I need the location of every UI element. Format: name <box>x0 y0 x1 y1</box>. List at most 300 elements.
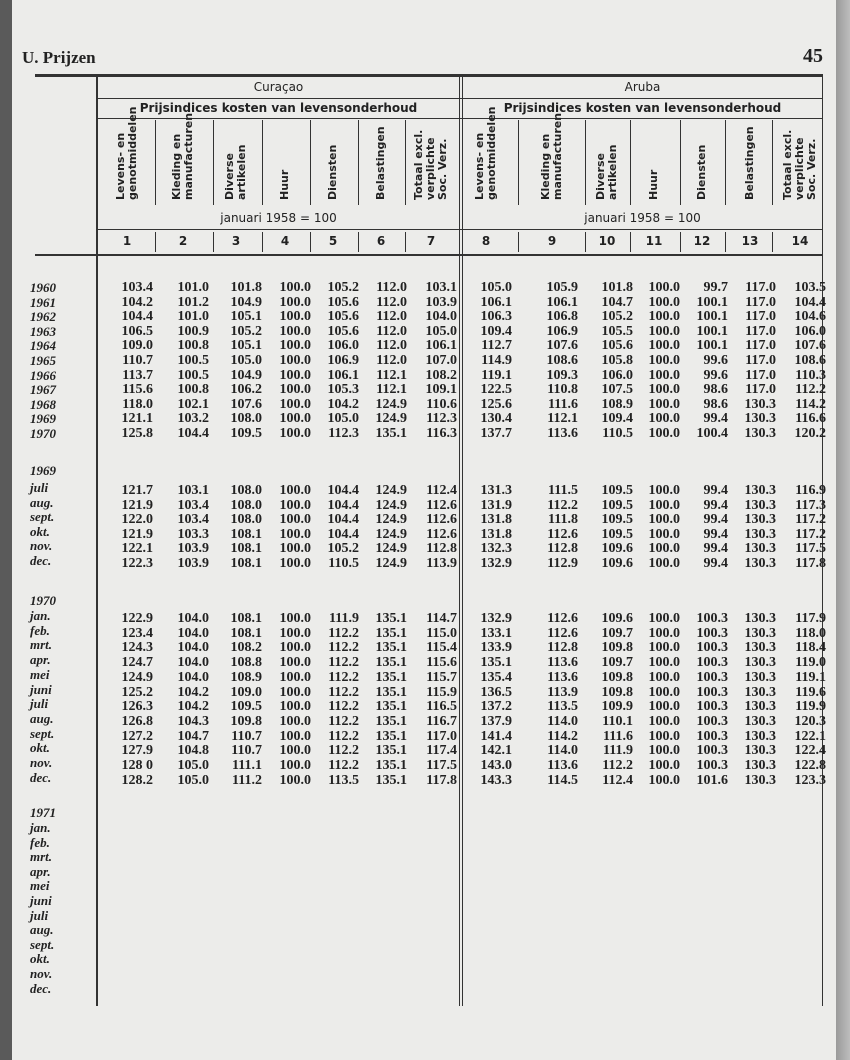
table-cell: 100.0 <box>648 338 680 354</box>
table-cell: 103.1 <box>425 280 457 295</box>
table-cell: 135.1 <box>375 655 407 671</box>
table-cell: 100.0 <box>648 483 680 498</box>
column-divider <box>772 232 773 252</box>
table-cell: 109.8 <box>230 713 262 729</box>
table-cell: 100.0 <box>648 684 680 700</box>
table-cell: 130.3 <box>744 713 776 729</box>
row-label: 1967 <box>30 382 56 398</box>
table-cell: 104.8 <box>177 743 209 759</box>
table-cell: 113.6 <box>547 426 578 441</box>
table-cell: 103.5 <box>794 280 826 295</box>
table-cell: 130.3 <box>744 541 776 557</box>
table-cell: 104.7 <box>601 294 633 310</box>
table-cell: 100.0 <box>648 669 680 685</box>
table-cell: 112.2 <box>328 669 359 685</box>
table-cell: 123.4 <box>121 625 153 641</box>
table-cell: 104.0 <box>177 655 209 671</box>
table-cell: 99.4 <box>703 556 728 571</box>
table-cell: 100.0 <box>279 655 311 671</box>
section-title: U. Prijzen <box>22 48 96 67</box>
table-cell: 100.0 <box>279 743 311 759</box>
table-cell: 103.9 <box>425 294 457 310</box>
table-cell: 117.0 <box>745 338 776 354</box>
table-cell: 104.0 <box>425 309 457 325</box>
column-header: Kleding en manufacturen <box>170 112 195 200</box>
row-label: 1965 <box>30 353 56 368</box>
year-heading: 1971 <box>30 805 56 820</box>
table-cell: 105.2 <box>601 309 633 325</box>
table-cell: 109.8 <box>601 640 633 656</box>
table-cell: 100.0 <box>648 699 680 715</box>
table-cell: 119.0 <box>795 655 826 671</box>
table-cell: 106.3 <box>480 309 512 325</box>
table-cell: 105.2 <box>327 541 359 557</box>
table-cell: 103.9 <box>177 541 209 557</box>
table-cell: 135.1 <box>375 611 407 626</box>
table-cell: 112.2 <box>328 743 359 759</box>
table-cell: 109.8 <box>601 684 633 700</box>
table-cell: 124.9 <box>121 669 153 685</box>
table-cell: 99.4 <box>703 541 728 557</box>
table-cell: 100.0 <box>279 309 311 325</box>
table-cell: 135.1 <box>375 669 407 685</box>
table-cell: 130.3 <box>744 411 776 427</box>
table-cell: 117.8 <box>795 556 826 571</box>
column-divider <box>405 120 406 205</box>
table-cell: 104.2 <box>121 294 153 310</box>
row-label: 1968 <box>30 396 56 412</box>
table-cell: 125.8 <box>121 426 153 441</box>
column-divider <box>358 232 359 252</box>
table-cell: 127.9 <box>121 743 153 759</box>
table-cell: 111.9 <box>603 743 633 759</box>
table-cell: 100.3 <box>696 699 728 715</box>
table-cell: 103.4 <box>177 497 209 513</box>
table-cell: 104.9 <box>230 367 262 383</box>
table-cell: 112.2 <box>795 382 826 398</box>
row-label: okt. <box>30 523 50 539</box>
table-cell: 106.8 <box>546 309 578 325</box>
table-cell: 108.9 <box>230 669 262 685</box>
table-cell: 108.2 <box>425 367 457 383</box>
table-cell: 100.1 <box>696 323 728 339</box>
table-cell: 100.4 <box>696 426 728 441</box>
table-cell: 128 0 <box>121 758 153 773</box>
table-cell: 99.4 <box>703 411 728 427</box>
table-cell: 105.6 <box>327 323 359 339</box>
table-cell: 113.5 <box>328 772 359 788</box>
table-cell: 100.3 <box>696 655 728 671</box>
table-cell: 108.0 <box>230 483 262 498</box>
row-label: juli <box>30 696 49 712</box>
row-label: 1970 <box>30 426 56 441</box>
column-header: Diensten <box>695 144 708 200</box>
table-cell: 117.9 <box>795 611 826 626</box>
row-label: juni <box>30 893 52 908</box>
table-cell: 126.8 <box>121 713 153 729</box>
column-divider <box>405 232 406 252</box>
table-cell: 109.4 <box>601 411 633 427</box>
row-label: okt. <box>30 951 50 967</box>
table-cell: 104.3 <box>177 713 209 729</box>
table-cell: 135.1 <box>375 728 407 744</box>
table-cell: 130.3 <box>744 556 776 571</box>
table-cell: 109.1 <box>425 382 457 398</box>
table-cell: 130.3 <box>744 611 776 626</box>
column-header: Diensten <box>326 144 339 200</box>
table-cell: 112.2 <box>328 699 359 715</box>
table-cell: 104.2 <box>177 684 209 700</box>
table-cell: 112.1 <box>376 382 407 398</box>
column-number: 12 <box>693 234 711 248</box>
table-cell: 135.1 <box>375 640 407 656</box>
column-divider <box>310 232 311 252</box>
table-cell: 126.3 <box>121 699 153 715</box>
column-header: Diverse artikelen <box>223 144 248 200</box>
row-label: mrt. <box>30 637 53 653</box>
table-cell: 106.0 <box>601 367 633 383</box>
table-cell: 108.2 <box>230 640 262 656</box>
table-cell: 118.4 <box>795 640 826 656</box>
table-cell: 112.8 <box>547 541 578 557</box>
table-cell: 130.3 <box>744 625 776 641</box>
table-cell: 101.8 <box>601 280 633 295</box>
table-cell: 117.0 <box>745 353 776 368</box>
table-cell: 103.3 <box>177 526 209 542</box>
table-cell: 110.7 <box>231 743 262 759</box>
table-cell: 100.0 <box>279 611 311 626</box>
table-cell: 117.0 <box>745 382 776 398</box>
table-cell: 116.6 <box>795 411 826 427</box>
table-cell: 113.7 <box>122 367 153 383</box>
table-cell: 130.3 <box>744 526 776 542</box>
table-cell: 103.4 <box>121 280 153 295</box>
row-label: 1963 <box>30 323 56 339</box>
table-cell: 106.0 <box>327 338 359 354</box>
table-cell: 112.2 <box>328 713 359 729</box>
column-header: Diverse artikelen <box>594 144 619 200</box>
table-cell: 104.0 <box>177 640 209 656</box>
table-cell: 112.6 <box>547 625 578 641</box>
table-cell: 137.2 <box>480 699 512 715</box>
table-cell: 110.8 <box>547 382 578 398</box>
table-cell: 122.3 <box>121 556 153 571</box>
table-cell: 117.2 <box>795 526 826 542</box>
table-cell: 107.6 <box>794 338 826 354</box>
table-cell: 100.1 <box>696 309 728 325</box>
table-cell: 112.3 <box>426 411 457 427</box>
column-number: 10 <box>598 234 616 248</box>
table-cell: 100.0 <box>279 426 311 441</box>
table-cell: 130.3 <box>744 669 776 685</box>
row-label: feb. <box>30 834 50 850</box>
column-number: 6 <box>376 234 386 248</box>
column-divider <box>358 120 359 205</box>
table-cell: 100.0 <box>279 713 311 729</box>
table-cell: 112.4 <box>426 483 457 498</box>
table-cell: 106.1 <box>327 367 359 383</box>
top-rule <box>35 74 823 77</box>
table-cell: 100.0 <box>648 743 680 759</box>
table-cell: 124.9 <box>375 512 407 528</box>
row-label: sept. <box>30 509 55 525</box>
table-cell: 106.9 <box>546 323 578 339</box>
table-cell: 100.0 <box>279 541 311 557</box>
table-cell: 100.3 <box>696 758 728 773</box>
column-divider <box>725 120 726 205</box>
table-cell: 108.0 <box>230 512 262 528</box>
table-cell: 105.2 <box>327 280 359 295</box>
table-cell: 101.0 <box>177 309 209 325</box>
table-cell: 104.4 <box>177 426 209 441</box>
row-label: 1962 <box>30 309 56 325</box>
table-cell: 104.4 <box>327 497 359 513</box>
table-cell: 111.8 <box>548 512 578 528</box>
table-cell: 124.9 <box>375 483 407 498</box>
table-cell: 108.1 <box>230 526 262 542</box>
row-label: 1969 <box>30 411 56 427</box>
table-cell: 113.9 <box>547 684 578 700</box>
table-cell: 122.1 <box>121 541 153 557</box>
row-label: aug. <box>30 922 54 938</box>
table-cell: 104.0 <box>177 669 209 685</box>
row-label: dec. <box>30 769 52 785</box>
table-cell: 135.1 <box>375 625 407 641</box>
table-cell: 116.9 <box>795 483 826 498</box>
table-cell: 100.0 <box>279 772 311 788</box>
table-cell: 121.9 <box>121 497 153 513</box>
table-cell: 100.0 <box>648 611 680 626</box>
table-cell: 110.7 <box>231 728 262 744</box>
table-cell: 118.0 <box>795 625 826 641</box>
table-cell: 104.7 <box>177 728 209 744</box>
aruba-subtitle: Prijsindices kosten van levensonderhoud <box>503 101 782 115</box>
table-cell: 106.2 <box>230 382 262 398</box>
table-cell: 135.4 <box>480 669 512 685</box>
table-cell: 119.9 <box>795 699 826 715</box>
table-cell: 117.0 <box>745 280 776 295</box>
table-cell: 114.0 <box>547 713 578 729</box>
table-cell: 109.7 <box>601 655 633 671</box>
table-cell: 112.8 <box>426 541 457 557</box>
table-cell: 135.1 <box>480 655 512 671</box>
table-cell: 104.9 <box>230 294 262 310</box>
table-cell: 135.1 <box>375 758 407 773</box>
table-cell: 109.8 <box>601 669 633 685</box>
table-cell: 104.4 <box>327 483 359 498</box>
table-cell: 124.9 <box>375 411 407 427</box>
table-cell: 131.9 <box>480 497 512 513</box>
table-cell: 105.0 <box>177 758 209 773</box>
table-cell: 100.0 <box>648 713 680 729</box>
table-cell: 109.3 <box>546 367 578 383</box>
table-cell: 116.3 <box>426 426 457 441</box>
table-cell: 112.0 <box>376 280 407 295</box>
table-cell: 122.5 <box>480 382 512 398</box>
table-cell: 100.1 <box>696 338 728 354</box>
table-cell: 100.0 <box>279 640 311 656</box>
table-cell: 100.3 <box>696 713 728 729</box>
column-divider <box>725 232 726 252</box>
table-cell: 110.1 <box>602 713 633 729</box>
column-divider <box>680 120 681 205</box>
table-cell: 104.2 <box>177 699 209 715</box>
table-cell: 105.0 <box>425 323 457 339</box>
table-cell: 112.6 <box>547 526 578 542</box>
column-divider <box>213 232 214 252</box>
table-cell: 108.1 <box>230 625 262 641</box>
column-number: 5 <box>328 234 338 248</box>
table-cell: 100.0 <box>279 353 311 368</box>
table-cell: 115.7 <box>426 669 457 685</box>
column-number: 11 <box>645 234 663 248</box>
region-aruba: Aruba <box>624 80 661 94</box>
table-cell: 132.3 <box>480 541 512 557</box>
column-divider <box>630 120 631 205</box>
table-cell: 107.6 <box>546 338 578 354</box>
table-cell: 110.6 <box>426 396 457 412</box>
table-cell: 115.0 <box>426 625 457 641</box>
table-cell: 118.0 <box>122 396 153 412</box>
table-cell: 114.2 <box>795 396 826 412</box>
table-cell: 121.7 <box>121 483 153 498</box>
curacao-subtitle: Prijsindices kosten van levensonderhoud <box>139 101 418 115</box>
table-cell: 100.3 <box>696 640 728 656</box>
table-cell: 113.5 <box>547 699 578 715</box>
table-cell: 100.3 <box>696 669 728 685</box>
column-header: Belastingen <box>743 126 756 200</box>
table-cell: 105.3 <box>327 382 359 398</box>
column-number: 14 <box>791 234 809 248</box>
page-number: 45 <box>803 45 823 67</box>
table-cell: 112.0 <box>376 294 407 310</box>
table-cell: 108.1 <box>230 556 262 571</box>
table-cell: 100.0 <box>279 556 311 571</box>
table-cell: 112.3 <box>328 426 359 441</box>
row-label: 1961 <box>30 294 56 310</box>
table-cell: 117.3 <box>795 497 826 513</box>
table-cell: 100.0 <box>648 512 680 528</box>
table-cell: 99.4 <box>703 497 728 513</box>
column-header: Belastingen <box>374 126 387 200</box>
table-cell: 100.0 <box>279 323 311 339</box>
table-cell: 99.6 <box>703 367 728 383</box>
table-cell: 100.0 <box>279 497 311 513</box>
table-cell: 113.6 <box>547 758 578 773</box>
rule <box>97 118 823 119</box>
column-header: Levens- en genotmiddelen <box>114 106 139 200</box>
table-cell: 115.9 <box>426 684 457 700</box>
row-label: juli <box>30 480 49 495</box>
table-cell: 117.5 <box>795 541 826 557</box>
table-cell: 107.6 <box>230 396 262 412</box>
table-cell: 130.3 <box>744 699 776 715</box>
table-cell: 100.0 <box>279 294 311 310</box>
table-cell: 103.1 <box>177 483 209 498</box>
table-cell: 112.2 <box>328 655 359 671</box>
column-number: 2 <box>178 234 188 248</box>
column-divider <box>680 232 681 252</box>
table-cell: 114.2 <box>547 728 578 744</box>
table-cell: 100.3 <box>696 625 728 641</box>
table-cell: 110.7 <box>122 353 153 368</box>
table-cell: 119.1 <box>481 367 512 383</box>
table-cell: 100.0 <box>279 526 311 542</box>
table-cell: 105.0 <box>177 772 209 788</box>
table-cell: 117.0 <box>745 294 776 310</box>
column-divider <box>585 120 586 205</box>
table-cell: 122.0 <box>121 512 153 528</box>
table-cell: 133.9 <box>480 640 512 656</box>
table-cell: 113.9 <box>426 556 457 571</box>
table-cell: 109.9 <box>601 699 633 715</box>
column-divider <box>310 120 311 205</box>
table-cell: 132.9 <box>480 611 512 626</box>
column-divider <box>518 232 519 252</box>
table-cell: 112.2 <box>328 625 359 641</box>
column-header: Totaal excl. verplichte Soc. Verz. <box>781 129 818 200</box>
table-cell: 100.8 <box>177 338 209 354</box>
column-divider <box>155 120 156 205</box>
table-cell: 124.3 <box>121 640 153 656</box>
table-cell: 105.5 <box>601 323 633 339</box>
table-cell: 112.2 <box>602 758 633 773</box>
table-cell: 128.2 <box>121 772 153 788</box>
table-cell: 124.9 <box>375 556 407 571</box>
table-cell: 131.3 <box>480 483 512 498</box>
column-header: Totaal excl. verplichte Soc. Verz. <box>412 129 449 200</box>
table-cell: 106.1 <box>546 294 578 310</box>
row-label: jan. <box>30 608 51 623</box>
row-label: nov. <box>30 755 53 770</box>
table-cell: 108.1 <box>230 611 262 626</box>
column-number: 3 <box>231 234 241 248</box>
table-cell: 105.0 <box>480 280 512 295</box>
table-cell: 100.0 <box>648 758 680 773</box>
table-cell: 122.8 <box>794 758 826 773</box>
table-cell: 104.4 <box>794 294 826 310</box>
table-cell: 104.0 <box>177 611 209 626</box>
table-cell: 108.9 <box>601 396 633 412</box>
table-cell: 104.4 <box>327 512 359 528</box>
table-cell: 116.5 <box>426 699 457 715</box>
table-cell: 121.1 <box>121 411 153 427</box>
table-cell: 105.8 <box>601 353 633 368</box>
table-cell: 112.6 <box>426 497 457 513</box>
table-cell: 116.7 <box>426 713 457 729</box>
table-cell: 117.0 <box>745 323 776 339</box>
table-cell: 109.7 <box>601 625 633 641</box>
table-cell: 119.6 <box>795 684 826 700</box>
table-cell: 101.8 <box>230 280 262 295</box>
table-cell: 112.7 <box>481 338 512 354</box>
table-cell: 111.5 <box>548 483 578 498</box>
row-label: 1960 <box>30 280 56 295</box>
table-cell: 112.2 <box>328 684 359 700</box>
table-cell: 125.6 <box>480 396 512 412</box>
table-cell: 131.8 <box>480 526 512 542</box>
table-cell: 100.0 <box>279 367 311 383</box>
table-cell: 112.2 <box>328 728 359 744</box>
row-label: 1964 <box>30 338 56 354</box>
region-curacao: Curaçao <box>253 80 304 94</box>
table-cell: 135.1 <box>375 699 407 715</box>
table-cell: 114.9 <box>481 353 512 368</box>
column-divider <box>262 232 263 252</box>
table-cell: 123.3 <box>794 772 826 788</box>
header-bottom-rule <box>35 254 823 256</box>
table-cell: 104.0 <box>177 625 209 641</box>
